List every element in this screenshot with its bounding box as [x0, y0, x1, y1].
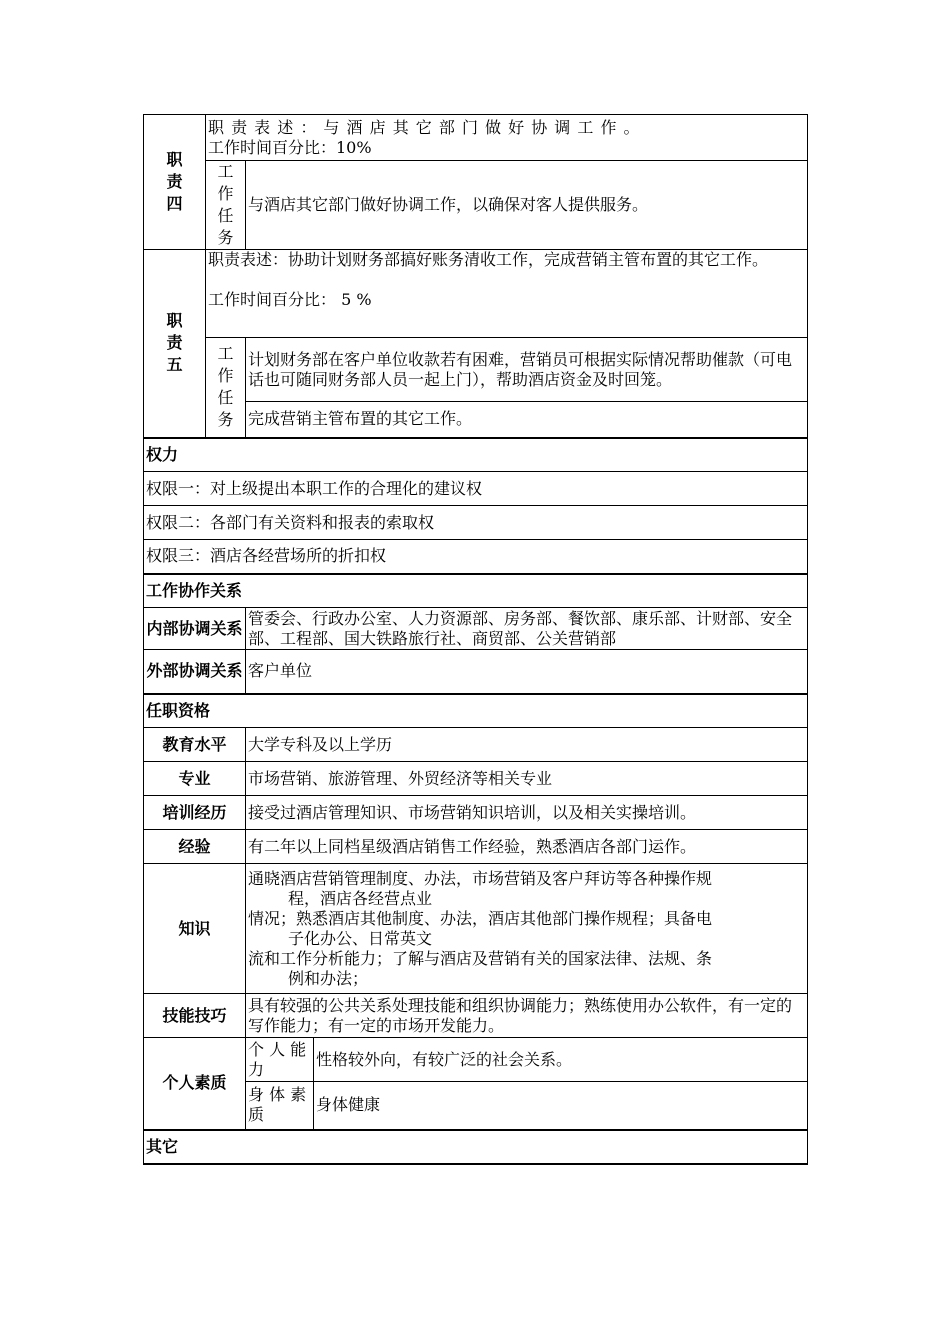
cooperation-title: 工作协作关系: [144, 574, 808, 608]
duty4-task-label: 工作任务: [206, 161, 246, 250]
physical-quality-value: 身体健康: [314, 1082, 808, 1130]
internal-coordination-label: 内部协调关系: [144, 608, 246, 650]
experience-value: 有二年以上同档星级酒店销售工作经验，熟悉酒店各部门运作。: [246, 830, 808, 864]
experience-label: 经验: [144, 830, 246, 864]
skills-label: 技能技巧: [144, 994, 246, 1038]
personal-quality-label: 个人素质: [144, 1038, 246, 1130]
duty4-statement: 职 责 表 述 ： 与 酒 店 其 它 部 门 做 好 协 调 工 作 。 工作时间百分比：10%: [206, 115, 808, 161]
external-coordination: 客户单位: [246, 650, 808, 694]
training-value: 接受过酒店管理知识、市场营销知识培训，以及相关实操培训。: [246, 796, 808, 830]
authority-item-3: 权限三：酒店各经营场所的折扣权: [144, 540, 808, 574]
job-description-table: [143, 114, 808, 1165]
duty4-label: 职责四: [144, 115, 206, 250]
knowledge-label: 知识: [144, 864, 246, 994]
training-label: 培训经历: [144, 796, 246, 830]
duty5-label: 职责五: [144, 250, 206, 438]
duty5-task-2: 完成营销主管布置的其它工作。: [246, 402, 808, 438]
major-value: 市场营销、旅游管理、外贸经济等相关专业: [246, 762, 808, 796]
duty5-task-1: 计划财务部在客户单位收款若有困难，营销员可根据实际情况帮助催款（可电话也可随同财务部人员一起上门），帮助酒店资金及时回笼。: [246, 338, 808, 402]
major-label: 专业: [144, 762, 246, 796]
education-label: 教育水平: [144, 728, 246, 762]
other-title: 其它: [144, 1130, 808, 1164]
skills-value: 具有较强的公共关系处理技能和组织协调能力；熟练使用办公软件，有一定的写作能力；有一定的市场开发能力。: [246, 994, 808, 1038]
job-description-page: [143, 114, 807, 1165]
physical-quality-label: 身 体 素 质: [246, 1082, 314, 1130]
duty5-task-label: 工作任务: [206, 338, 246, 438]
authority-title: 权力: [144, 438, 808, 472]
knowledge-value: 通晓酒店营销管理制度、办法，市场营销及客户拜访等各种操作规 程，酒店各经营点业 情况；熟悉酒店其他制度、办法，酒店其他部门操作规程；具备电 子化办公、日常英文 流和工作分析能力；了解与酒店及营销有关的国家法律、法规、条 例和办法；: [246, 864, 808, 994]
authority-item-1: 权限一：对上级提出本职工作的合理化的建议权: [144, 472, 808, 506]
personal-ability-label: 个 人 能 力: [246, 1038, 314, 1082]
internal-coordination: 管委会、行政办公室、人力资源部、房务部、餐饮部、康乐部、计财部、安全部、工程部、国大铁路旅行社、商贸部、公关营销部: [246, 608, 808, 650]
qualification-title: 任职资格: [144, 694, 808, 728]
duty5-statement: 职责表述：协助计划财务部搞好账务清收工作，完成营销主管布置的其它工作。 工作时间百分比： 5 %: [206, 250, 808, 338]
duty4-task: 与酒店其它部门做好协调工作，以确保对客人提供服务。: [246, 161, 808, 250]
authority-item-2: 权限二：各部门有关资料和报表的索取权: [144, 506, 808, 540]
external-coordination-label: 外部协调关系: [144, 650, 246, 694]
education-value: 大学专科及以上学历: [246, 728, 808, 762]
personal-ability-value: 性格较外向，有较广泛的社会关系。: [314, 1038, 808, 1082]
